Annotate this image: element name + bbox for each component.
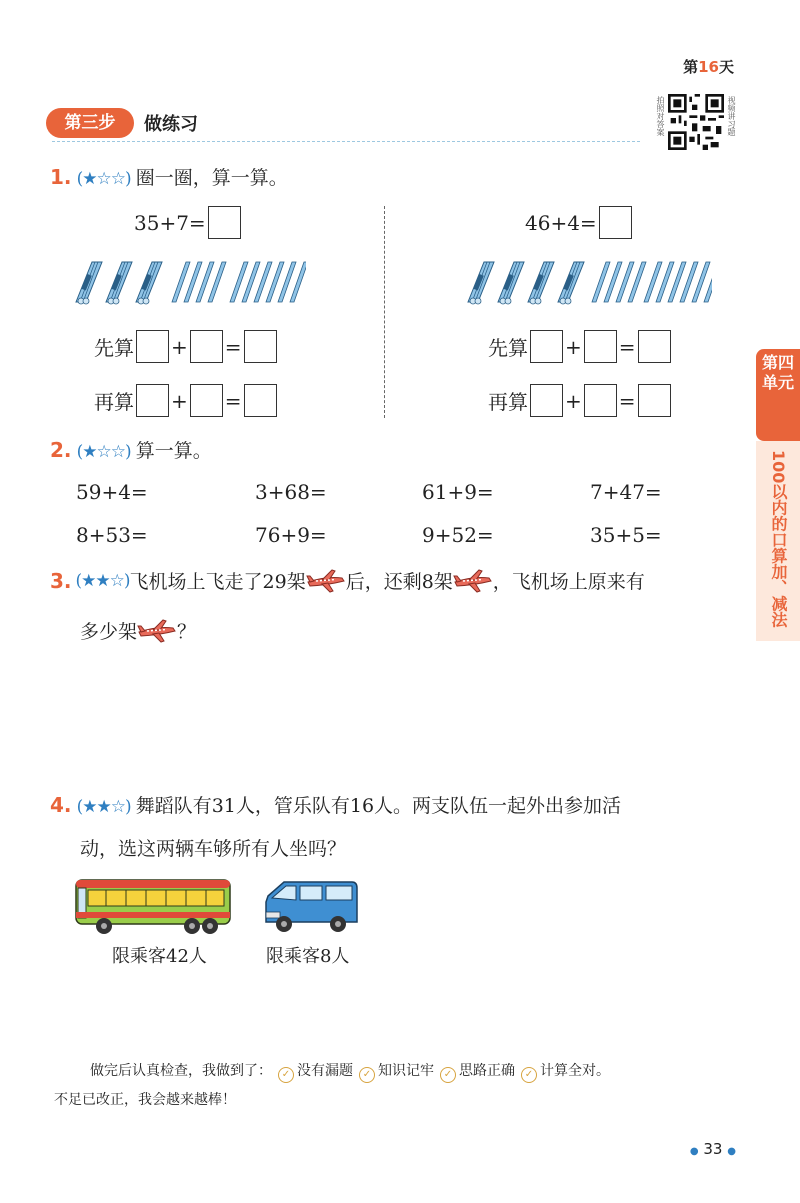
check-icon[interactable]: ✓: [278, 1067, 294, 1083]
question-text: 圈一圈，算一算。: [135, 167, 288, 189]
step-badge: 第三步: [46, 108, 134, 138]
q1-left-step1: 先算 + =: [94, 330, 279, 363]
question-1-header: [50, 163, 288, 190]
q1-right-equation: 46+4=: [525, 206, 634, 239]
airplane-icon: [137, 618, 177, 644]
question-number: 2.: [50, 438, 72, 462]
question-number: 4.: [50, 793, 72, 817]
answer-box[interactable]: [136, 330, 169, 363]
answer-box[interactable]: [190, 330, 223, 363]
check-icon[interactable]: ✓: [440, 1067, 456, 1083]
checklist: 做完后认真检查，我做到了： ✓ 没有漏题 ✓ 知识记牢 ✓ 思路正确 ✓ 计算全对。: [90, 1060, 610, 1083]
unit-tab-label: 第四单元: [761, 353, 794, 392]
q1-left-step2: 再算 + =: [94, 384, 279, 417]
dot-icon: ●: [727, 1146, 736, 1157]
answer-box[interactable]: [244, 384, 277, 417]
bus-capacity-label: 限乘客42人: [112, 946, 207, 967]
qr-code-icon[interactable]: [668, 94, 724, 150]
answer-box[interactable]: [638, 384, 671, 417]
qr-left-caption: 拍照对答案: [656, 96, 665, 136]
stick-bundles-left-icon: [74, 256, 306, 306]
answer-box[interactable]: [244, 330, 277, 363]
section-title: 做练习: [144, 114, 198, 135]
difficulty-stars: (★★☆): [76, 797, 131, 817]
van-icon: [262, 876, 360, 936]
question-2-header: [50, 436, 212, 463]
q1-right-step1: 先算 + =: [488, 330, 673, 363]
answer-box[interactable]: [136, 384, 169, 417]
question-3-line1: 3. (★★☆) 飞机场上飞走了29架 后，还剩8架 ，飞机场上原来有: [50, 568, 645, 593]
q1-left-equation: 35+7=: [134, 206, 243, 239]
calc-item: 7+47=: [590, 480, 662, 504]
difficulty-stars: (★☆☆): [76, 442, 131, 462]
question-4-line2: 动，选这两辆车够所有人坐吗？: [80, 838, 347, 860]
van-capacity-label: 限乘客8人: [266, 946, 350, 967]
question-number: 3.: [50, 568, 72, 593]
check-icon[interactable]: ✓: [359, 1067, 375, 1083]
qr-right-caption: 视频讲习题: [727, 96, 736, 136]
column-divider: [384, 206, 385, 418]
q1-right-step2: 再算 + =: [488, 384, 673, 417]
calc-item: 3+68=: [255, 480, 327, 504]
section-divider: [52, 141, 640, 142]
calc-item: 61+9=: [422, 480, 494, 504]
page-number: ● 33 ●: [689, 1140, 736, 1158]
dot-icon: ●: [689, 1146, 699, 1157]
check-icon[interactable]: ✓: [521, 1067, 537, 1083]
airplane-icon: [453, 568, 493, 594]
difficulty-stars: (★☆☆): [76, 169, 131, 189]
answer-box[interactable]: [530, 384, 563, 417]
question-text: 算一算。: [135, 440, 212, 462]
answer-box[interactable]: [208, 206, 241, 239]
answer-box[interactable]: [190, 384, 223, 417]
calc-item: 76+9=: [255, 523, 327, 547]
question-4-line1: 4. (★★☆) 舞蹈队有31人，管乐队有16人。两支队伍一起外出参加活: [50, 793, 622, 817]
question-3-line2: 多少架 ？: [80, 617, 196, 644]
checklist-closing: 不足已改正，我会越来越棒！: [54, 1092, 236, 1108]
calc-item: 35+5=: [590, 523, 662, 547]
answer-box[interactable]: [584, 384, 617, 417]
calc-item: 59+4=: [76, 480, 148, 504]
day-label: 第16天: [683, 58, 734, 76]
calc-item: 9+52=: [422, 523, 494, 547]
answer-box[interactable]: [599, 206, 632, 239]
difficulty-stars: (★★☆): [75, 570, 130, 591]
airplane-icon: [306, 568, 346, 594]
answer-box[interactable]: [638, 330, 671, 363]
bus-icon: [74, 876, 234, 936]
calc-item: 8+53=: [76, 523, 148, 547]
topic-tab-label: 100以内的口算加、减法: [769, 450, 788, 628]
answer-box[interactable]: [530, 330, 563, 363]
stick-bundles-right-icon: [466, 256, 712, 306]
question-number: 1.: [50, 165, 72, 189]
answer-box[interactable]: [584, 330, 617, 363]
